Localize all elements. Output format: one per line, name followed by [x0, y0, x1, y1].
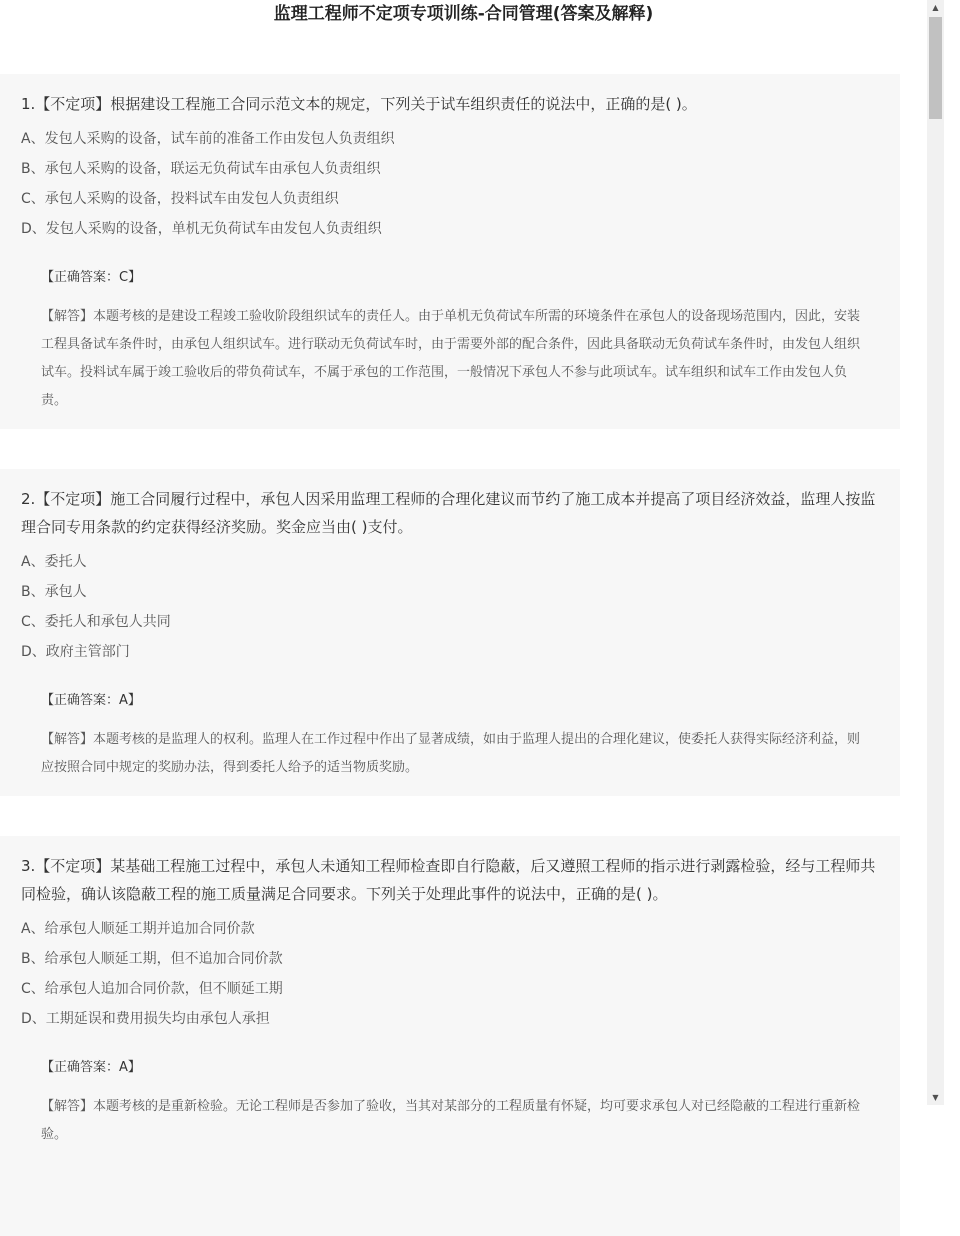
option-c: C、委托人和承包人共同: [21, 614, 171, 630]
correct-answer: 【正确答案：A】: [41, 693, 141, 708]
correct-answer: 【正确答案：A】: [41, 1060, 141, 1075]
option-c: C、承包人采购的设备，投料试车由发包人负责组织: [21, 191, 339, 207]
correct-answer: 【正确答案：C】: [41, 270, 142, 285]
option-a: A、给承包人顺延工期并追加合同价款: [21, 921, 255, 937]
explanation: 【解答】本题考核的是重新检验。无论工程师是否参加了验收，当其对某部分的工程质量有怀疑，均可要求承包人对已经隐蔽的工程进行重新检验。: [41, 1099, 861, 1142]
option-d: D、政府主管部门: [21, 644, 130, 660]
scroll-down-arrow-icon[interactable]: ▼: [932, 1093, 939, 1102]
option-b: B、承包人: [21, 584, 87, 600]
question-card-3: [0, 836, 900, 1236]
scroll-up-arrow-icon[interactable]: ▲: [932, 3, 939, 12]
option-b: B、承包人采购的设备，联运无负荷试车由承包人负责组织: [21, 161, 381, 177]
question-stem: 1.【不定项】根据建设工程施工合同示范文本的规定，下列关于试车组织责任的说法中，正确的是( )。: [21, 95, 697, 113]
question-card-2: [0, 469, 900, 796]
option-c: C、给承包人追加合同价款，但不顺延工期: [21, 981, 283, 997]
option-list: [21, 547, 880, 667]
option-list: [21, 124, 880, 244]
scrollbar-thumb[interactable]: [929, 17, 942, 119]
question-stem: 3.【不定项】某基础工程施工过程中，承包人未通知工程师检查即自行隐蔽，后又遵照工程师的指示进行剥露检验，经与工程师共同检验，确认该隐蔽工程的施工质量满足合同要求。下列关于处理此事件的说法中，正确的是( )。: [21, 857, 876, 903]
question-card-1: [0, 74, 900, 429]
explanation: 【解答】本题考核的是监理人的权利。监理人在工作过程中作出了显著成绩，如由于监理人提出的合理化建议，使委托人获得实际经济利益，则应按照合同中规定的奖励办法，得到委托人给予的适当物质奖励。: [41, 732, 861, 775]
vertical-scrollbar[interactable]: [927, 0, 944, 1105]
option-a: A、发包人采购的设备，试车前的准备工作由发包人负责组织: [21, 131, 395, 147]
option-d: D、发包人采购的设备，单机无负荷试车由发包人负责组织: [21, 221, 382, 237]
option-a: A、委托人: [21, 554, 87, 570]
option-list: [21, 914, 880, 1034]
question-stem: 2.【不定项】施工合同履行过程中，承包人因采用监理工程师的合理化建议而节约了施工成本并提高了项目经济效益，监理人按监理合同专用条款的约定获得经济奖励。奖金应当由( )支付。: [21, 490, 876, 536]
page-title: 监理工程师不定项专项训练-合同管理(答案及解释): [273, 4, 654, 24]
option-b: B、给承包人顺延工期，但不追加合同价款: [21, 951, 283, 967]
option-d: D、工期延误和费用损失均由承包人承担: [21, 1011, 270, 1027]
explanation: 【解答】本题考核的是建设工程竣工验收阶段组织试车的责任人。由于单机无负荷试车所需的环境条件在承包人的设备现场范围内，因此，安装工程具备试车条件时，由承包人组织试车。进行联动无负荷试车时，由于需要外部的配合条件，因此具备联动无负荷试车条件时，由发包人组织试车。投料试车属于竣工验收后的带负荷试车，不属于承包的工作范围，一般情况下承包人不参与此项试车。试车组织和试车工作由发包人负责。: [41, 309, 861, 408]
